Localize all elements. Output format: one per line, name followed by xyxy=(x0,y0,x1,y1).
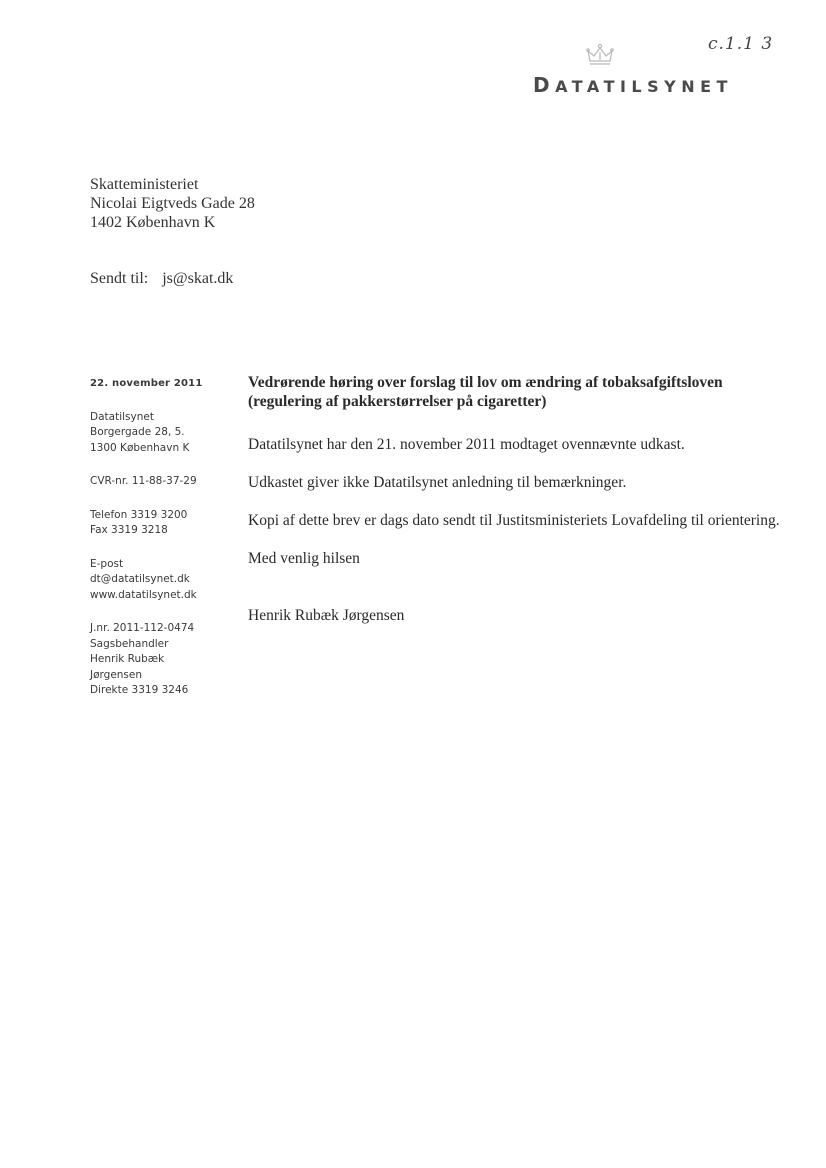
crown-icon xyxy=(585,43,615,69)
paragraph-received: Datatilsynet har den 21. november 2011 modtaget ovennævnte udkast. xyxy=(248,436,685,453)
journal-number: J.nr. 2011-112-0474 xyxy=(90,622,195,634)
signature-name: Henrik Rubæk Jørgensen xyxy=(248,607,405,624)
sender-cvr xyxy=(90,474,240,490)
datatilsynet-logo: DATATILSYNET xyxy=(533,73,733,97)
recipient-city: 1402 København K xyxy=(90,214,216,231)
subject-line-2: (regulering af pakkerstørrelser på cigaretter) xyxy=(248,393,547,410)
sender-org: Datatilsynet xyxy=(90,410,154,423)
case-info xyxy=(90,621,240,699)
recipient-street: Nicolai Eigtveds Gade 28 xyxy=(90,195,255,212)
sent-to-label: Sendt til: xyxy=(90,270,149,287)
closing-greeting: Med venlig hilsen xyxy=(248,550,360,567)
letter-date: 22. november 2011 xyxy=(90,378,203,389)
sender-address xyxy=(90,410,240,457)
case-handler-name-line1: Henrik Rubæk xyxy=(90,653,165,665)
letter-body xyxy=(248,373,788,625)
sender-info-column xyxy=(90,376,240,699)
subject-line-1: Vedrørende høring over forslag til lov om ændring af tobaksafgiftsloven xyxy=(248,374,723,391)
direct-phone: Direkte 3319 3246 xyxy=(90,684,189,696)
sender-contact xyxy=(90,557,240,604)
sent-to-email: js@skat.dk xyxy=(162,270,234,287)
handwritten-annotation: c.1.1 3 xyxy=(708,34,774,54)
sent-to-line xyxy=(90,270,233,288)
sender-website: www.datatilsynet.dk xyxy=(90,588,197,601)
paragraph-no-remarks: Udkastet giver ikke Datatilsynet anledning til bemærkninger. xyxy=(248,474,627,491)
recipient-address xyxy=(90,175,255,232)
phone-number: Telefon 3319 3200 xyxy=(90,508,188,521)
recipient-name: Skatteministeriet xyxy=(90,176,199,193)
fax-number: Fax 3319 3218 xyxy=(90,524,168,536)
paragraph-copy-sent: Kopi af dette brev er dags dato sendt til Justitsministeriets Lovafdeling til orientering. xyxy=(248,512,780,529)
cvr-number: CVR-nr. 11-88-37-29 xyxy=(90,475,197,487)
sender-city: 1300 København K xyxy=(90,441,190,454)
sender-street: Borgergade 28, 5. xyxy=(90,426,185,438)
letter-subject xyxy=(248,373,788,411)
email-label: E-post xyxy=(90,557,124,570)
case-handler-label: Sagsbehandler xyxy=(90,637,169,650)
case-handler-name-line2: Jørgensen xyxy=(90,668,143,681)
sender-phones xyxy=(90,508,240,539)
sender-email: dt@datatilsynet.dk xyxy=(90,573,190,585)
